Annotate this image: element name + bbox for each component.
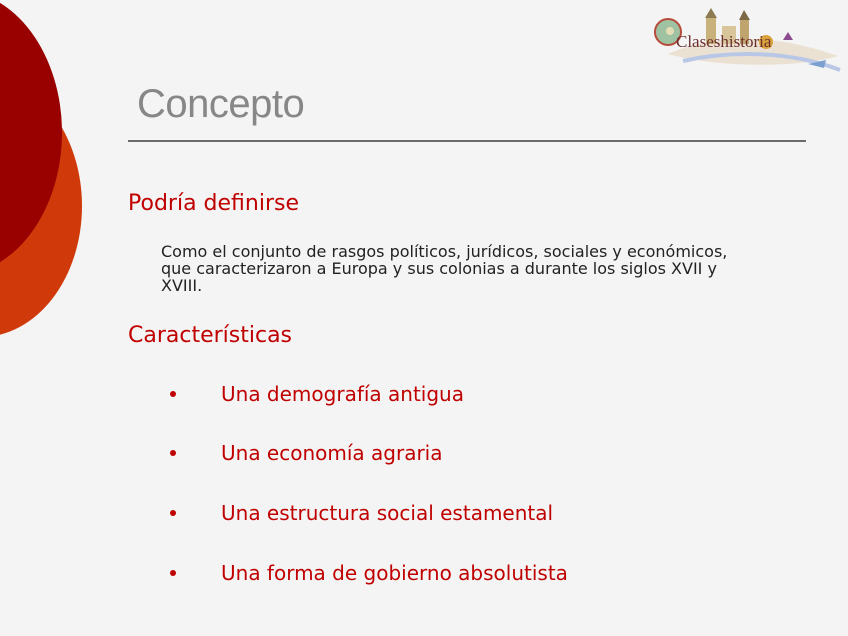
- claseshistoria-logo: [648, 6, 844, 76]
- characteristic-text: Una estructura social estamental: [221, 501, 554, 525]
- definition-text: Como el conjunto de rasgos políticos, jurídicos, sociales y económicos, que caracterizaron a Europa y sus colonias a durante los siglos XVII y XVIII.: [161, 242, 728, 295]
- title-divider: [128, 140, 806, 142]
- bullet-icon: [170, 570, 176, 576]
- slide-title: Concepto: [137, 82, 305, 126]
- characteristic-text: Una economía agraria: [221, 441, 443, 465]
- bullet-icon: [170, 450, 176, 456]
- characteristic-item: [170, 561, 670, 591]
- characteristic-item: [170, 441, 670, 471]
- definition-heading: Podría definirse: [128, 191, 299, 216]
- characteristic-item: [170, 382, 670, 412]
- logo-text: Claseshistoria: [676, 32, 772, 51]
- bullet-icon: [170, 510, 176, 516]
- characteristic-text: Una demografía antigua: [221, 382, 464, 406]
- characteristic-text: Una forma de gobierno absolutista: [221, 561, 568, 585]
- bullet-icon: [170, 391, 176, 397]
- characteristics-heading: Características: [128, 323, 293, 348]
- characteristic-item: [170, 501, 670, 531]
